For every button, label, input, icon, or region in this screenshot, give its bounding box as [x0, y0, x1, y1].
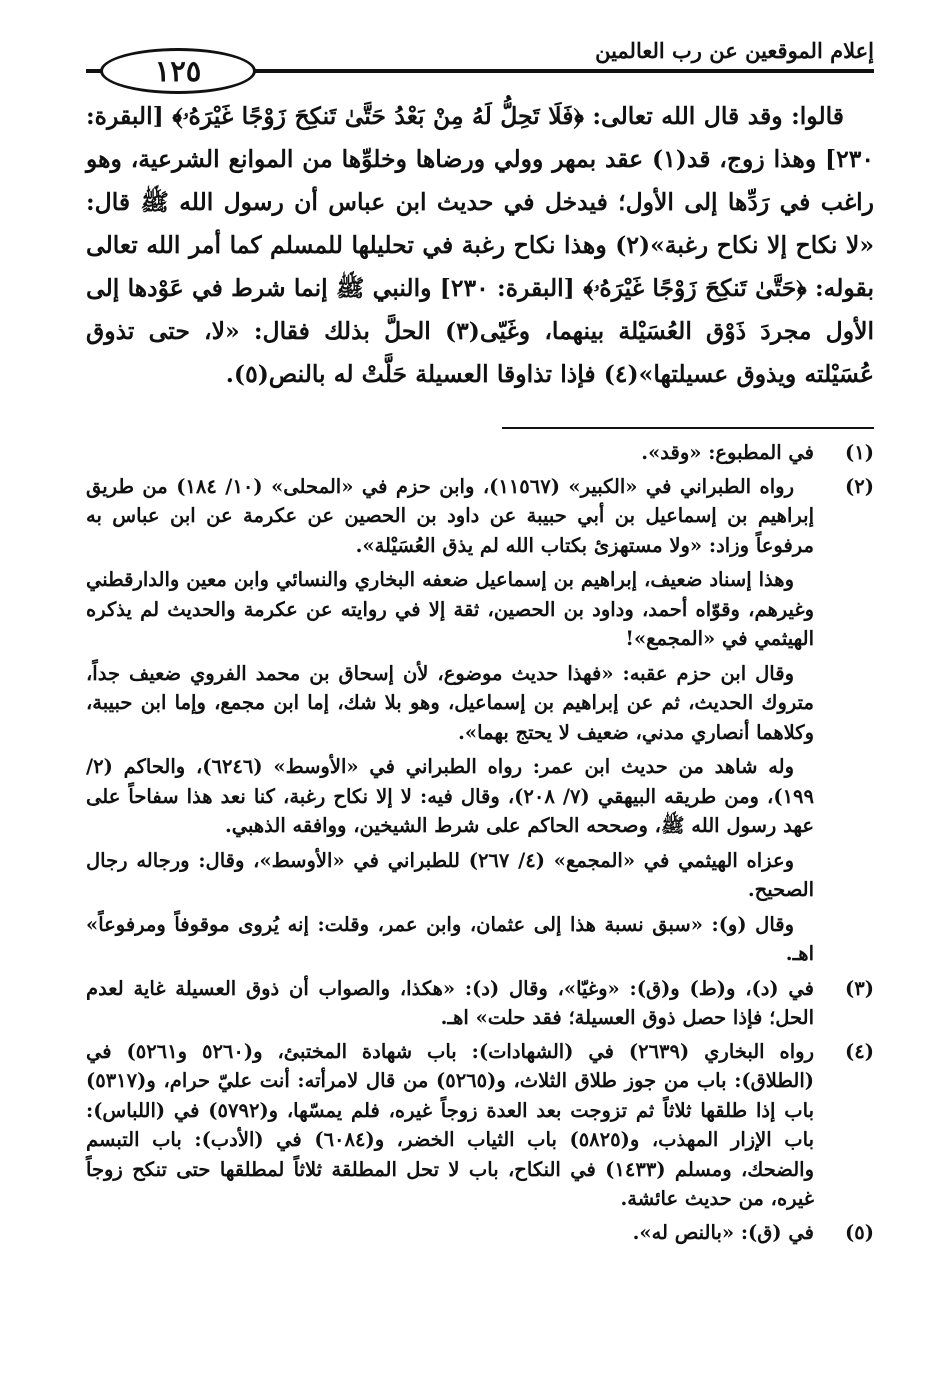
footnote-number: (١) — [845, 441, 874, 464]
footnote-text: في (ق): «بالنص له». — [632, 1220, 814, 1244]
main-paragraph: قالوا: وقد قال الله تعالى: ﴿فَلَا تَحِلُّ لَهُ مِنْ بَعْدُ حَتَّىٰ تَنكِحَ زَوْجًا غَيْرَهُۥ﴾ [البقرة: ٢٣٠] وهذا زوج، قد(١) عقد بمهر وولي ورضاها وخلوِّها من الموانع الشرعية، وهو راغب في رَدِّها إلى الأول؛ فيدخل في حديث ابن عباس أن رسول الله ﷺ قال: «لا نكاح إلا نكاح رغبة»(٢) وهذا نكاح رغبة في تحليلها للمسلم كما أمر الله تعالى بقوله: ﴿حَتَّىٰ تَنكِحَ زَوْجًا غَيْرَهُۥ﴾ [البقرة: ٢٣٠] والنبي ﷺ إنما شرط في عَوْدها إلى الأول مجردَ ذَوْق العُسَيْلة بينهما، وغَيّى(٣) الحلَّ بذلك فقال: «لا، حتى تذوق عُسَيْلته ويذوق عسيلتها»(٤) فإذا تذاوقا العسيلة حَلَّتْ له بالنص(٥). — [86, 102, 875, 388]
footnote-number: (٤) — [845, 1039, 874, 1063]
footnote-paragraph: وله شاهد من حديث ابن عمر: رواه الطبراني في «الأوسط» (٦٢٤٦)، والحاكم (٢/ ١٩٩)، ومن طريقه البيهقي (٧/ ٢٠٨)، وقال فيه: لا إلا نكاح رغبة، كنا نعد هذا سفاحاً على عهد رسول الله ﷺ، وصححه الحاكم على شرط الشيخين، ووافقه الذهبي. — [86, 755, 814, 837]
page-number-badge — [100, 48, 256, 94]
footnote-number: (٥) — [845, 1220, 874, 1244]
footnote-separator — [502, 427, 874, 429]
footnote-4 — [86, 1037, 874, 1214]
footnote-2 — [86, 472, 874, 969]
footnote-5 — [86, 1218, 874, 1248]
footnote-1 — [86, 438, 874, 468]
footnote-text: في المطبوع: «وقد». — [641, 441, 814, 464]
footnote-3 — [86, 974, 874, 1033]
footnote-paragraph: وعزاه الهيثمي في «المجمع» (٤/ ٢٦٧) للطبراني في «الأوسط»، وقال: ورجاله رجال الصحيح. — [86, 848, 814, 901]
footnote-paragraph: وقال ابن حزم عقبه: «فهذا حديث موضوع، لأن إسحاق بن محمد الفروي ضعيف جداً، متروك الحديث، ثم عن إبراهيم بن إسماعيل، وهو بلا شك، إما ابن مجمع، وإما ابن حبيبة، وكلاهما أنصاري مدني، ضعيف لا يحتج بهما». — [86, 661, 814, 744]
running-title: إعلام الموقعين عن رب العالمين — [595, 38, 874, 63]
footnote-number: (٣) — [845, 976, 874, 1000]
footnote-text: في (د)، و(ط) و(ق): «وغيّا»، وقال (د): «هكذا، والصواب أن ذوق العسيلة غاية لعدم الحل؛ فإذا حصل ذوق العسيلة؛ فقد حلت» اهـ. — [86, 976, 814, 1029]
footnote-number: (٢) — [845, 474, 874, 498]
page-header — [86, 26, 874, 96]
footnote-paragraph: وهذا إسناد ضعيف، إبراهيم بن إسماعيل ضعفه البخاري والنسائي وابن معين والدارقطني وغيرهم، وقوّاه أحمد، وداود بن الحصين، ثقة إلا في روايته عن عكرمة والحديث لم يذكره الهيثمي في «المجمع»! — [86, 568, 814, 650]
main-text — [86, 95, 874, 396]
footnote-paragraph: وقال (و): «سبق نسبة هذا إلى عثمان، وابن عمر، وقلت: إنه يُروى موقوفاً ومرفوعاً» اهـ. — [86, 912, 814, 965]
footnotes — [86, 438, 874, 1251]
page-number: ١٢٥ — [154, 54, 202, 88]
footnote-text: رواه البخاري (٢٦٣٩) في (الشهادات): باب شهادة المختبئ، و(٥٢٦٠ و٥٢٦١) في (الطلاق): باب من جوز طلاق الثلاث، و(٥٢٦٥) من قال لامرأته: أنت عليّ حرام، و(٥٣١٧) باب إذا طلقها ثلاثاً ثم تزوجت بعد العدة زوجاً غيره، فلم يمسّها، و(٥٧٩٢) في (اللباس): باب الإزار المهذب، و(٥٨٢٥) باب الثياب الخضر، و(٦٠٨٤) في (الأدب): باب التبسم والضحك، ومسلم (١٤٣٣) في النكاح، باب لا تحل المطلقة ثلاثاً لمطلقها حتى تنكح زوجاً غيره، من حديث عائشة. — [86, 1039, 815, 1210]
footnote-text: رواه الطبراني في «الكبير» (١١٥٦٧)، وابن حزم في «المحلى» (١٠/ ١٨٤) من طريق إبراهيم بن إسماعيل بن أبي حبيبة عن داود بن الحصين عن عكرمة عن ابن عباس به مرفوعاً وزاد: «ولا مستهزئ بكتاب الله لم يذق العُسَيْلة». — [86, 474, 814, 557]
